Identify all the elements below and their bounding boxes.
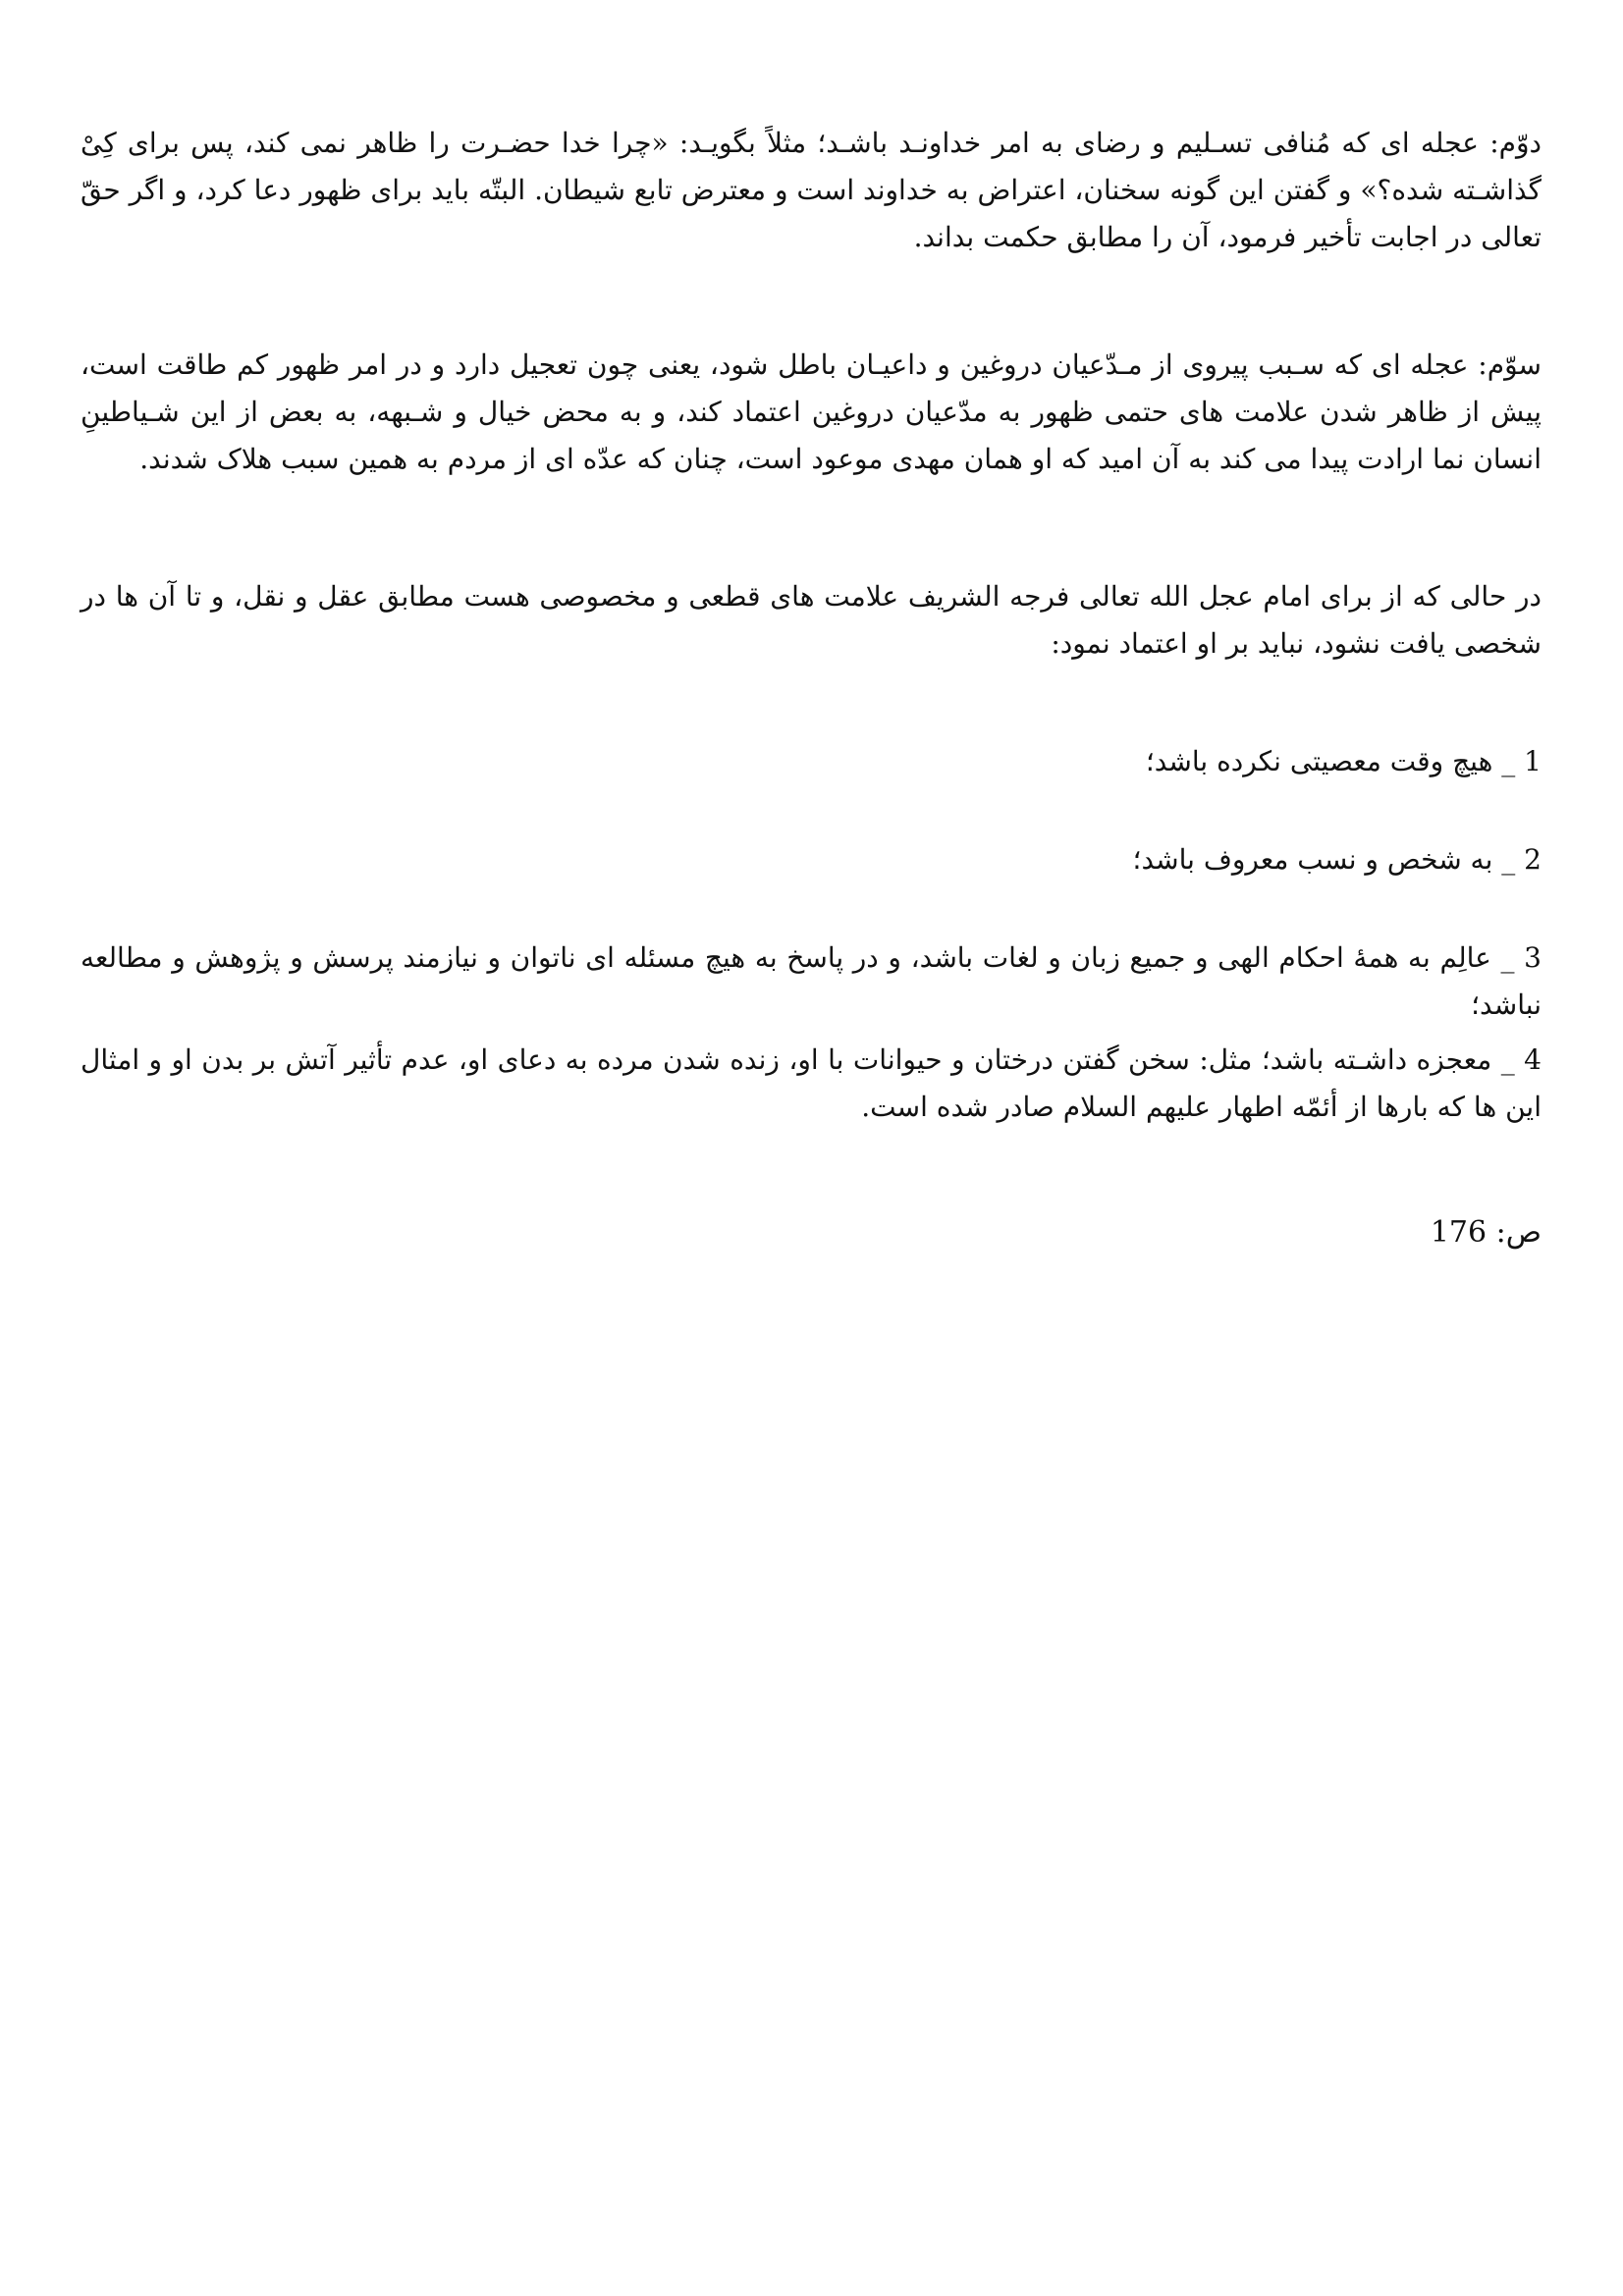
- list-item-sign-2: 2 _ به شخص و نسب معروف باشد؛: [1132, 843, 1542, 876]
- page-number: ص: 176: [1430, 1215, 1542, 1250]
- list-item-sign-3: 3 _ عالِم به همهٔ احکام الهی و جمیع زبان و لغات باشد، و در پاسخ به هیچ مسئله ای ناتوان و نیازمند پرسش و پژوهش و مطالعه نباشد؛: [81, 941, 1542, 1021]
- list-item-sign-4: 4 _ معجزه داشـته باشد؛ مثل: سخن گفتن درختان و حیوانات با او، زنده شدن مرده به دعای او، عدم تأثیر آتش بر بدن او و امثال این ها که بارها از أئمّه اطهار علیهم السلام صادر شده است.: [81, 1043, 1542, 1123]
- document-page: [81, 0, 1542, 2296]
- list-item-sign-1: 1 _ هیچ وقت معصیتی نکرده باشد؛: [1145, 745, 1542, 777]
- paragraph-second-haste: دوّم: عجله ای که مُنافی تسـلیم و رضای به امر خداونـد باشـد؛ مثلاً بگویـد: «چرا خدا حضـرت را ظاهر نمی کند، پس برای کِیْ گذاشـته شده؟» و گفتن این گونه سخنان، اعتراض به خداوند است و معترض تابع شیطان. البتّه باید برای ظهور دعا کرد، و اگر حقّ تعالی در اجابت تأخیر فرمود، آن را مطابق حکمت بداند.: [81, 127, 1542, 253]
- paragraph-third-haste: سوّم: عجله ای که سـبب پیروی از مـدّعیان دروغین و داعیـان باطل شود، یعنی چون تعجیل دارد و در امر ظهور کم طاقت است، پیش از ظاهر شدن علامت های حتمی ظهور به مدّعیان دروغین اعتماد کند، و به محض خیال و شـبهه، به بعض از این شـیاطینِ انسان نما ارادت پیدا می کند به آن امید که او همان مهدی موعود است، چنان که عدّه ای از مردم به همین سبب هلاک شدند.: [81, 348, 1542, 475]
- paragraph-signs-intro: در حالی که از برای امام عجل الله تعالی فرجه الشریف علامت های قطعی و مخصوصی هست مطابق عقل و نقل، و تا آن ها در شخصی یافت نشود، نباید بر او اعتماد نمود:: [81, 580, 1542, 660]
